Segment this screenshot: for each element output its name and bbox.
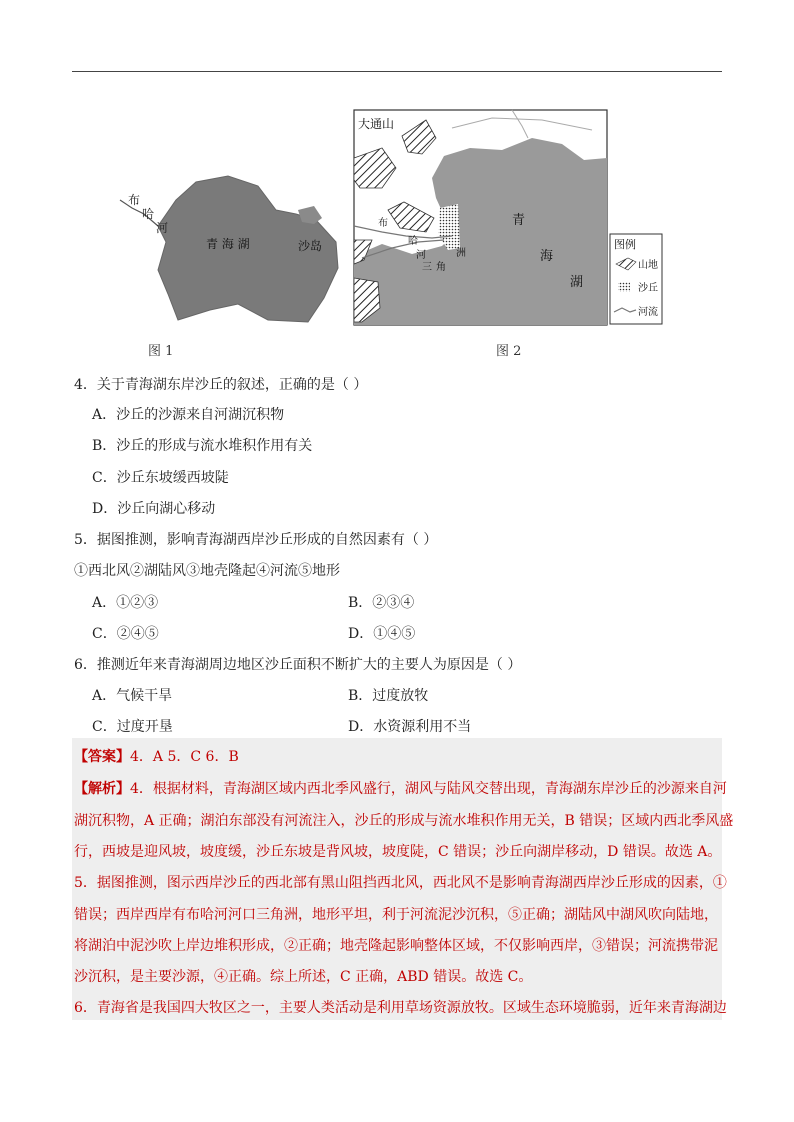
question-6-option-d: D．水资源利用不当 — [348, 719, 472, 735]
question-5-option-b: B．②③④ — [348, 595, 415, 611]
fig2-river-label-1: 布 — [378, 218, 388, 229]
fig1-river-label-2: 哈 — [142, 207, 155, 221]
question-4-option-c: C．沙丘东坡缓西坡陡 — [92, 470, 229, 486]
question-5-sub: ①西北风②湖陆风③地壳隆起④河流⑤地形 — [74, 563, 340, 579]
figure-2-caption: 图 2 — [496, 344, 522, 359]
question-5-stem: 5．据图推测，影响青海湖西岸沙丘形成的自然因素有（ ） — [74, 532, 438, 548]
question-5-option-d: D．①④⑤ — [348, 626, 416, 642]
analysis-line-1 — [74, 778, 727, 798]
answer-label: 【答案】 — [74, 749, 130, 765]
analysis-line-4: 5．据图推测，图示西岸沙丘的西北部有黑山阻挡西北风，西北风不是影响青海湖西岸沙丘形成的因素，① — [74, 875, 727, 891]
legend-title: 图例 — [614, 238, 636, 251]
legend — [610, 234, 662, 324]
fig2-river-label-3: 河 — [416, 250, 426, 261]
analysis-text-1: 4．根据材料，青海湖区域内西北季风盛行，湖风与陆风交替出现，青海湖东岸沙丘的沙源来自河 — [130, 781, 727, 797]
question-4-option-d: D．沙丘向湖心移动 — [92, 501, 216, 517]
analysis-line-5: 错误；西岸西岸有布哈河河口三角洲，地形平坦，利于河流泥沙沉积，⑤正确；湖陆风中湖风吹向陆地， — [74, 907, 718, 923]
fig1-river-label-3: 河 — [156, 221, 169, 235]
question-4-stem: 4．关于青海湖东岸沙丘的叙述，正确的是（ ） — [74, 377, 368, 393]
fig2-lake-label-3: 湖 — [570, 275, 584, 290]
fig2-delta-label-1: 三 — [422, 262, 432, 273]
answer-line — [74, 746, 239, 766]
fig2-delta-label-3: 洲 — [456, 248, 466, 259]
question-6-option-c: C．过度开垦 — [92, 719, 173, 735]
question-4-option-b: B．沙丘的形成与流水堆积作用有关 — [92, 438, 313, 454]
legend-dune-label: 沙丘 — [638, 283, 658, 294]
legend-dune-swatch — [618, 282, 630, 292]
answer-text: 4．A 5．C 6．B — [130, 749, 239, 765]
question-6-stem: 6．推测近年来青海湖周边地区沙丘面积不断扩大的主要人为原因是（ ） — [74, 657, 522, 673]
analysis-label: 【解析】 — [74, 781, 130, 797]
figure-1-caption: 图 1 — [148, 344, 174, 359]
fig1-island-label: 沙岛 — [298, 239, 323, 253]
fig1-river-label-1: 布 — [128, 193, 141, 207]
figure-2-map — [352, 108, 664, 328]
analysis-line-6: 将湖泊中泥沙吹上岸边堆积形成，②正确；地壳隆起影响整体区域，不仅影响西岸，③错误；河流携带泥 — [74, 938, 718, 954]
header-rule — [72, 71, 722, 72]
question-5-option-c: C．②④⑤ — [92, 626, 159, 642]
analysis-line-7: 沙沉积，是主要沙源，④正确。综上所述，C 正确，ABD 错误。故选 C。 — [74, 969, 533, 985]
fig2-river-label-2: 哈 — [408, 236, 418, 247]
figure-1-map — [118, 170, 348, 330]
question-6-option-b: B．过度放牧 — [348, 688, 429, 704]
fig2-lake-label-1: 青 — [512, 213, 526, 228]
legend-mountain-label: 山地 — [638, 260, 658, 271]
analysis-line-8: 6．青海省是我国四大牧区之一，主要人类活动是利用草场资源放牧。区域生态环境脆弱，近年来青海湖边 — [74, 1000, 727, 1016]
question-6-option-a: A．气候干旱 — [92, 688, 173, 704]
fig1-lake-label: 青 海 湖 — [206, 237, 250, 251]
question-5-option-a: A．①②③ — [92, 595, 159, 611]
fig2-lake-label-2: 海 — [540, 249, 554, 264]
fig2-delta-label-2: 角 — [436, 262, 446, 273]
analysis-line-3: 行，西坡是迎风坡，坡度缓，沙丘东坡是背风坡，坡度陡，C 错误；沙丘向湖岸移动，D 错误。故选 A。 — [74, 844, 722, 860]
question-4-option-a: A．沙丘的沙源来自河湖沉积物 — [92, 407, 285, 423]
analysis-line-2: 湖沉积物，A 正确；湖泊东部没有河流注入，沙丘的形成与流水堆积作用无关，B 错误；区域内西北季风盛 — [74, 813, 734, 829]
fig2-mountain-label: 大通山 — [358, 117, 395, 131]
legend-river-label: 河流 — [638, 307, 658, 318]
